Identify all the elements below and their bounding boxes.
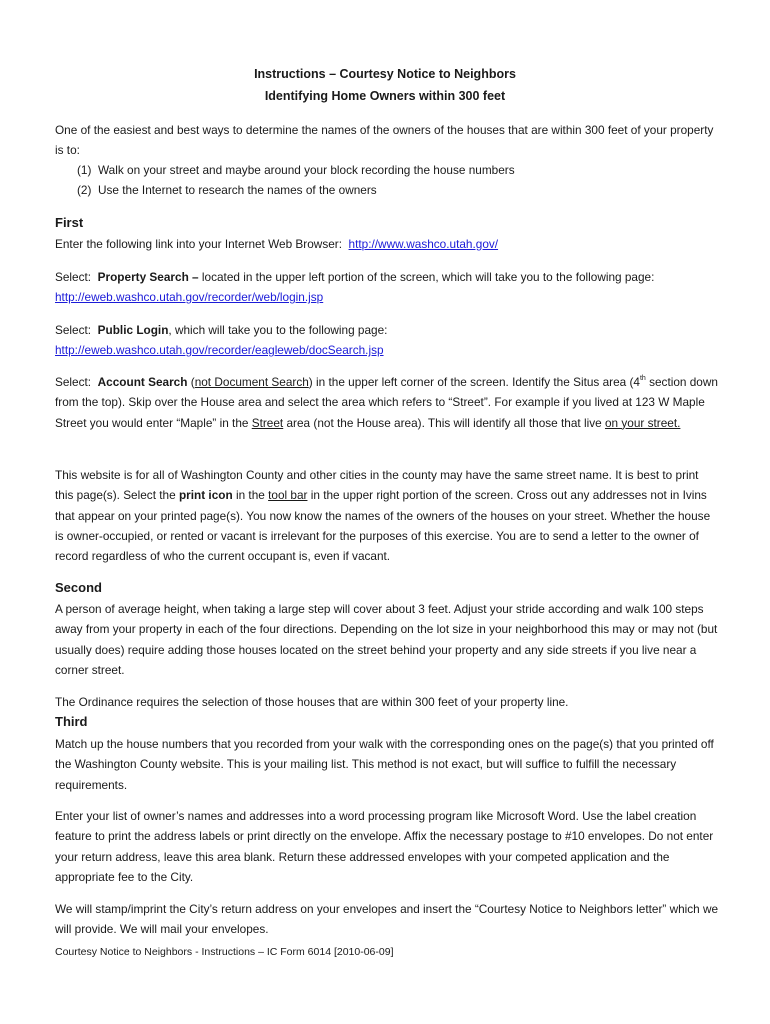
website-text-a: This website is for all of Washington County and other cities in the county may have the same street name. It is best to print this page(s). Select the (55, 468, 699, 503)
page-footer: Courtesy Notice to Neighbors - Instructions – IC Form 6014 [2010-06-09] (55, 946, 394, 958)
list-number: (2) (77, 183, 92, 197)
account-search-paragraph: Select: Account Search (not Document Search) in the upper left corner of the screen. Identify the Situs area (4th section down from the top). Skip over the House area and select the area which refers to “Street”. For example if you lived at 123 W Maple Street you would enter “Maple” in the Street area (not the House area). This will identify all those that live on your street. (55, 375, 718, 430)
third-paragraph-3: We will stamp/imprint the City’s return address on your envelopes and insert the “Courtesy Notice to Neighbors letter” which we will provide. We will mail your envelopes. (55, 902, 719, 937)
website-text-b: in the (235, 488, 265, 503)
title-line-1: Instructions – Courtesy Notice to Neighbors (254, 67, 516, 81)
street-word: Street (251, 415, 284, 430)
tool-bar-term: tool bar (268, 488, 308, 503)
third-paragraph-1: Match up the house numbers that you recorded from your walk with the corresponding ones on the page(s) that you printed off the Washington County website. This is your mailing list. This method is not exact, but will suffice to fulfill the necessary requirements. (55, 737, 714, 792)
public-login-paragraph (55, 320, 720, 361)
select-label: Select: (55, 323, 92, 337)
heading-second: Second (55, 580, 102, 595)
public-login-text: , which will take you to the following page: (168, 323, 388, 337)
list-text: Walk on your street and maybe around your block recording the house numbers (97, 163, 515, 177)
property-search-paragraph (55, 267, 720, 308)
property-login-link[interactable]: http://eweb.washco.utah.gov/recorder/web/login.jsp (55, 290, 324, 305)
list-item (77, 160, 515, 180)
public-login-term: Public Login (97, 323, 169, 337)
select-label: Select: (55, 270, 92, 284)
website-text-c: in the upper right portion of the screen. Cross out any addresses not in Ivins that appear on your printed page(s). You now know the names of the owners of the houses on your street. Whether the house is owner-occupied, or rented or vacant is irrelevant for the purposes of this exercise. You are to send a letter to the owner of record regardless of who the current occupant is, even if vacant. (55, 488, 711, 564)
washco-link[interactable]: http://www.washco.utah.gov/ (348, 237, 499, 251)
property-search-text: located in the upper left portion of the screen, which will take you to the following page: (201, 270, 655, 284)
not-document-search: not Document Search (194, 375, 309, 389)
intro-paragraph: One of the easiest and best ways to determine the names of the owners of the houses that are within 300 feet of your property is to: (55, 123, 714, 158)
print-icon-term: print icon (178, 488, 233, 503)
heading-first: First (55, 215, 84, 230)
account-text-3: area (not the House area). This will identify all those that live (286, 415, 602, 430)
ordinance-paragraph: The Ordinance requires the selection of those houses that are within 300 feet of your property line. (55, 695, 569, 709)
on-your-street: on your street. (604, 415, 681, 430)
browser-text: Enter the following link into your Internet Web Browser: (55, 237, 342, 251)
account-text-1: in the upper left corner of the screen. Identify the Situs area (4 (316, 375, 640, 389)
doc-search-link[interactable]: http://eweb.washco.utah.gov/recorder/eagleweb/docSearch.jsp (55, 343, 384, 358)
account-search-term: Account Search (97, 375, 188, 389)
list-number: (1) (77, 163, 92, 177)
superscript-th: th (639, 375, 646, 382)
browser-instruction (55, 234, 720, 254)
title-line-2: Identifying Home Owners within 300 feet (264, 89, 506, 103)
website-paragraph (55, 465, 720, 566)
account-text-2: section down from the top). Skip over the House area and select the area which refers to “Street”. For example if you lived at 123 W Maple Street you would enter “Maple” in the (55, 375, 718, 430)
heading-third: Third (55, 714, 88, 729)
property-search-term: Property Search – (97, 270, 199, 284)
list-item (77, 180, 377, 200)
select-label: Select: (55, 375, 92, 389)
list-text: Use the Internet to research the names of the owners (97, 183, 377, 197)
third-paragraph-2: Enter your list of owner’s names and addresses into a word processing program like Microsoft Word. Use the label creation feature to print the address labels or print directly on the envelope. Affix the necessary postage to #10 envelopes. Do not enter your return address, leave this area blank. Return these addressed envelopes with your competed application and the appropriate fee to the City. (55, 809, 714, 884)
second-paragraph: A person of average height, when taking a large step will cover about 3 feet. Adjust your stride according and walk 100 steps away from your property in each of the four directions. Depending on the lot size in your neighborhood this may or may not (but usually does) require adding those houses located on the street behind your property and any side streets if you live near a corner street. (55, 602, 718, 677)
